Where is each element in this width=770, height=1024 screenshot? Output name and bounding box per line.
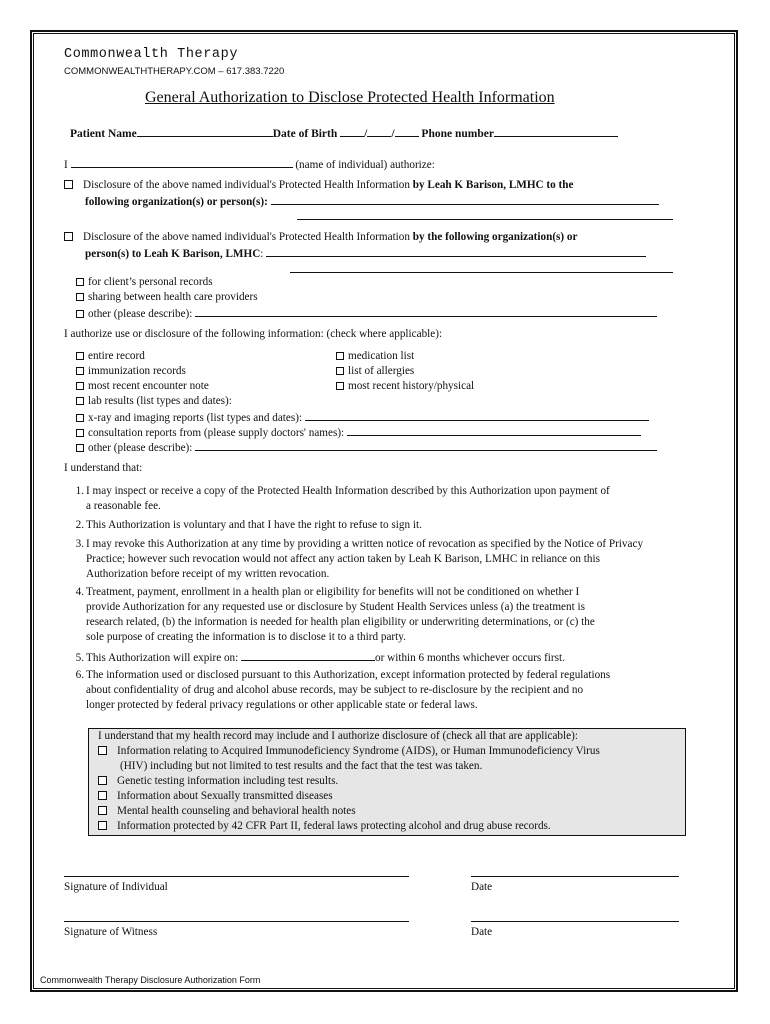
item-2-number: 2. <box>75 519 84 531</box>
patient-info-row <box>70 125 618 142</box>
sensitive-aids-hiv <box>98 744 600 759</box>
info-other <box>76 439 657 456</box>
sensitive-intro: I understand that my health record may include and I authorize disclosure of (check all that are applicable): <box>98 730 578 742</box>
encounter-note-label: most recent encounter note <box>88 380 209 392</box>
option1-line2-text: following organization(s) or person(s): <box>85 196 268 208</box>
mental-health-checkbox[interactable] <box>98 806 107 815</box>
purpose-sharing-checkbox[interactable] <box>76 293 84 301</box>
purpose-personal-records <box>76 275 213 290</box>
option-disclose-to-provider <box>64 230 577 245</box>
patient-name-field[interactable] <box>137 125 273 137</box>
item-5 <box>72 649 565 666</box>
item-1-cont: a reasonable fee. <box>86 500 161 512</box>
purpose-personal-label: for client’s personal records <box>88 276 213 288</box>
item-2 <box>72 518 422 533</box>
signature-individual-label: Signature of Individual <box>64 881 168 893</box>
date-witness-label: Date <box>471 926 493 938</box>
option1-checkbox[interactable] <box>64 180 73 189</box>
option2-colon: : <box>260 248 264 260</box>
immunization-checkbox[interactable] <box>76 367 84 375</box>
expiration-date-field[interactable] <box>241 649 375 661</box>
purpose-sharing-label: sharing between health care providers <box>88 291 258 303</box>
phone-label: Phone number <box>421 128 494 140</box>
option2-source-line2[interactable] <box>290 272 673 273</box>
xray-field[interactable] <box>305 409 649 421</box>
info-immunization <box>76 364 186 379</box>
understand-heading: I understand that: <box>64 462 143 474</box>
company-name: Commonwealth Therapy <box>64 47 239 62</box>
info-other-field[interactable] <box>195 439 657 451</box>
item-1-text: I may inspect or receive a copy of the Protected Health Information described by this Authorization upon payment of <box>86 485 610 497</box>
individual-name-field[interactable] <box>71 156 293 168</box>
xray-label: x-ray and imaging reports (list types and dates): <box>88 412 303 424</box>
info-medication-list <box>336 349 414 364</box>
history-physical-label: most recent history/physical <box>348 380 475 392</box>
mental-health-label: Mental health counseling and behavioral health notes <box>117 805 356 817</box>
phone-field[interactable] <box>494 125 618 137</box>
aids-hiv-label: Information relating to Acquired Immunodeficiency Syndrome (AIDS), or Human Immunodeficiency Virus <box>117 745 600 757</box>
item-5-number: 5. <box>75 652 84 664</box>
info-encounter-note <box>76 379 209 394</box>
lab-results-checkbox[interactable] <box>76 397 84 405</box>
sensitive-mental-health <box>98 804 356 819</box>
purpose-other-checkbox[interactable] <box>76 310 84 318</box>
allergies-label: list of allergies <box>348 365 415 377</box>
item-3-number: 3. <box>75 538 84 550</box>
dob-month-field[interactable] <box>340 125 364 137</box>
item-5-text-end: or within 6 months whichever occurs first. <box>375 652 565 664</box>
option1-text: Disclosure of the above named individual's Protected Health Information <box>83 179 413 191</box>
date-individual-line[interactable] <box>471 876 679 877</box>
authorize-prefix: I <box>64 159 68 171</box>
item-6-text: The information used or disclosed pursuant to this Authorization, except information protected by federal regulations <box>86 669 611 681</box>
cfr-checkbox[interactable] <box>98 821 107 830</box>
dob-sep-2: / <box>391 128 395 140</box>
purpose-personal-checkbox[interactable] <box>76 278 84 286</box>
xray-checkbox[interactable] <box>76 414 84 422</box>
entire-record-label: entire record <box>88 350 145 362</box>
sensitive-42cfr <box>98 819 551 834</box>
item-5-text: This Authorization will expire on: <box>86 652 239 664</box>
consultation-label: consultation reports from (please supply doctors' names): <box>88 427 345 439</box>
cfr-label: Information protected by 42 CFR Part II, federal laws protecting alcohol and drug abuse records. <box>117 820 551 832</box>
medication-list-label: medication list <box>348 350 415 362</box>
signature-witness-label: Signature of Witness <box>64 926 158 938</box>
option-disclose-by-provider <box>64 178 573 193</box>
lab-results-label: lab results (list types and dates): <box>88 395 232 407</box>
genetic-checkbox[interactable] <box>98 776 107 785</box>
info-intro: I authorize use or disclosure of the following information: (check where applicable): <box>64 328 443 340</box>
item-4-cont-1: provide Authorization for any requested use or disclosure by Student Health Services unless (a) the treatment is <box>86 601 585 613</box>
history-physical-checkbox[interactable] <box>336 382 344 390</box>
page-footer: Commonwealth Therapy Disclosure Authorization Form <box>40 975 261 985</box>
option1-recipient-line2[interactable] <box>297 219 673 220</box>
immunization-label: immunization records <box>88 365 186 377</box>
purpose-sharing <box>76 290 258 305</box>
genetic-label: Genetic testing information including test results. <box>117 775 339 787</box>
medication-list-checkbox[interactable] <box>336 352 344 360</box>
allergies-checkbox[interactable] <box>336 367 344 375</box>
item-6-number: 6. <box>75 669 84 681</box>
purpose-other-label: other (please describe): <box>88 308 193 320</box>
dob-year-field[interactable] <box>395 125 419 137</box>
option2-line2-bold: person(s) to Leah K Barison, LMHC <box>85 248 261 260</box>
encounter-note-checkbox[interactable] <box>76 382 84 390</box>
entire-record-checkbox[interactable] <box>76 352 84 360</box>
date-witness-line[interactable] <box>471 921 679 922</box>
consultation-field[interactable] <box>347 424 641 436</box>
info-history-physical <box>336 379 474 394</box>
std-label: Information about Sexually transmitted diseases <box>117 790 333 802</box>
item-6 <box>72 668 610 683</box>
item-4-cont-3: sole purpose of creating the information is to disclose it to a third party. <box>86 631 406 643</box>
signature-individual-line[interactable] <box>64 876 409 877</box>
date-individual-label: Date <box>471 881 493 893</box>
purpose-other <box>76 305 657 322</box>
item-4 <box>72 585 579 600</box>
dob-label: Date of Birth <box>272 128 338 140</box>
item-6-cont-2: longer protected by federal privacy regulations or other applicable state or federal laws. <box>86 699 478 711</box>
purpose-other-field[interactable] <box>195 305 657 317</box>
option2-line2 <box>85 245 646 262</box>
item-1-number: 1. <box>75 485 84 497</box>
option1-line2 <box>85 193 659 210</box>
authorize-line <box>64 156 435 173</box>
page-title: General Authorization to Disclose Protected Health Information <box>145 89 555 106</box>
info-allergies <box>336 364 414 379</box>
consultation-checkbox[interactable] <box>76 429 84 437</box>
dob-day-field[interactable] <box>367 125 391 137</box>
item-4-text: Treatment, payment, enrollment in a health plan or eligibility for benefits will not be conditioned on whether I <box>86 586 580 598</box>
item-4-cont-2: research related, (b) the information is needed for health plan eligibility or underwriting determinations, or (c) the <box>86 616 595 628</box>
sensitive-aids-hiv-cont: (HIV) including but not limited to test results and the fact that the test was taken. <box>120 760 483 772</box>
item-1 <box>72 484 610 499</box>
item-6-cont-1: about confidentiality of drug and alcohol abuse records, may be subject to re-disclosure by the recipient and no <box>86 684 584 696</box>
item-3 <box>72 537 643 552</box>
std-checkbox[interactable] <box>98 791 107 800</box>
option2-bold: by the following organization(s) or <box>412 231 578 243</box>
option2-checkbox[interactable] <box>64 232 73 241</box>
company-contact: COMMONWEALTHTHERAPY.COM – 617.383.7220 <box>64 66 285 77</box>
aids-hiv-checkbox[interactable] <box>98 746 107 755</box>
authorize-suffix: (name of individual) authorize: <box>295 159 435 171</box>
item-3-cont-2: Authorization before receipt of my written revocation. <box>86 568 330 580</box>
sensitive-genetic <box>98 774 338 789</box>
item-2-text: This Authorization is voluntary and that I have the right to refuse to sign it. <box>86 519 422 531</box>
option2-text: Disclosure of the above named individual's Protected Health Information <box>83 231 413 243</box>
item-4-number: 4. <box>75 586 84 598</box>
info-other-checkbox[interactable] <box>76 444 84 452</box>
info-other-label: other (please describe): <box>88 442 193 454</box>
item-3-text: I may revoke this Authorization at any time by providing a written notice of revocation as specified by the Notice of Privacy <box>86 538 644 550</box>
info-entire-record <box>76 349 145 364</box>
option2-source-field[interactable] <box>266 245 646 257</box>
signature-witness-line[interactable] <box>64 921 409 922</box>
item-3-cont-1: Practice; however such revocation would not affect any action taken by Leah K Barison, LMHC in reliance on this <box>86 553 600 565</box>
option1-recipient-field[interactable] <box>271 193 659 205</box>
patient-name-label: Patient Name <box>70 128 137 140</box>
info-lab-results <box>76 394 232 409</box>
sensitive-std <box>98 789 333 804</box>
dob-sep-1: / <box>364 128 368 140</box>
option1-bold: by Leah K Barison, LMHC to the <box>412 179 574 191</box>
